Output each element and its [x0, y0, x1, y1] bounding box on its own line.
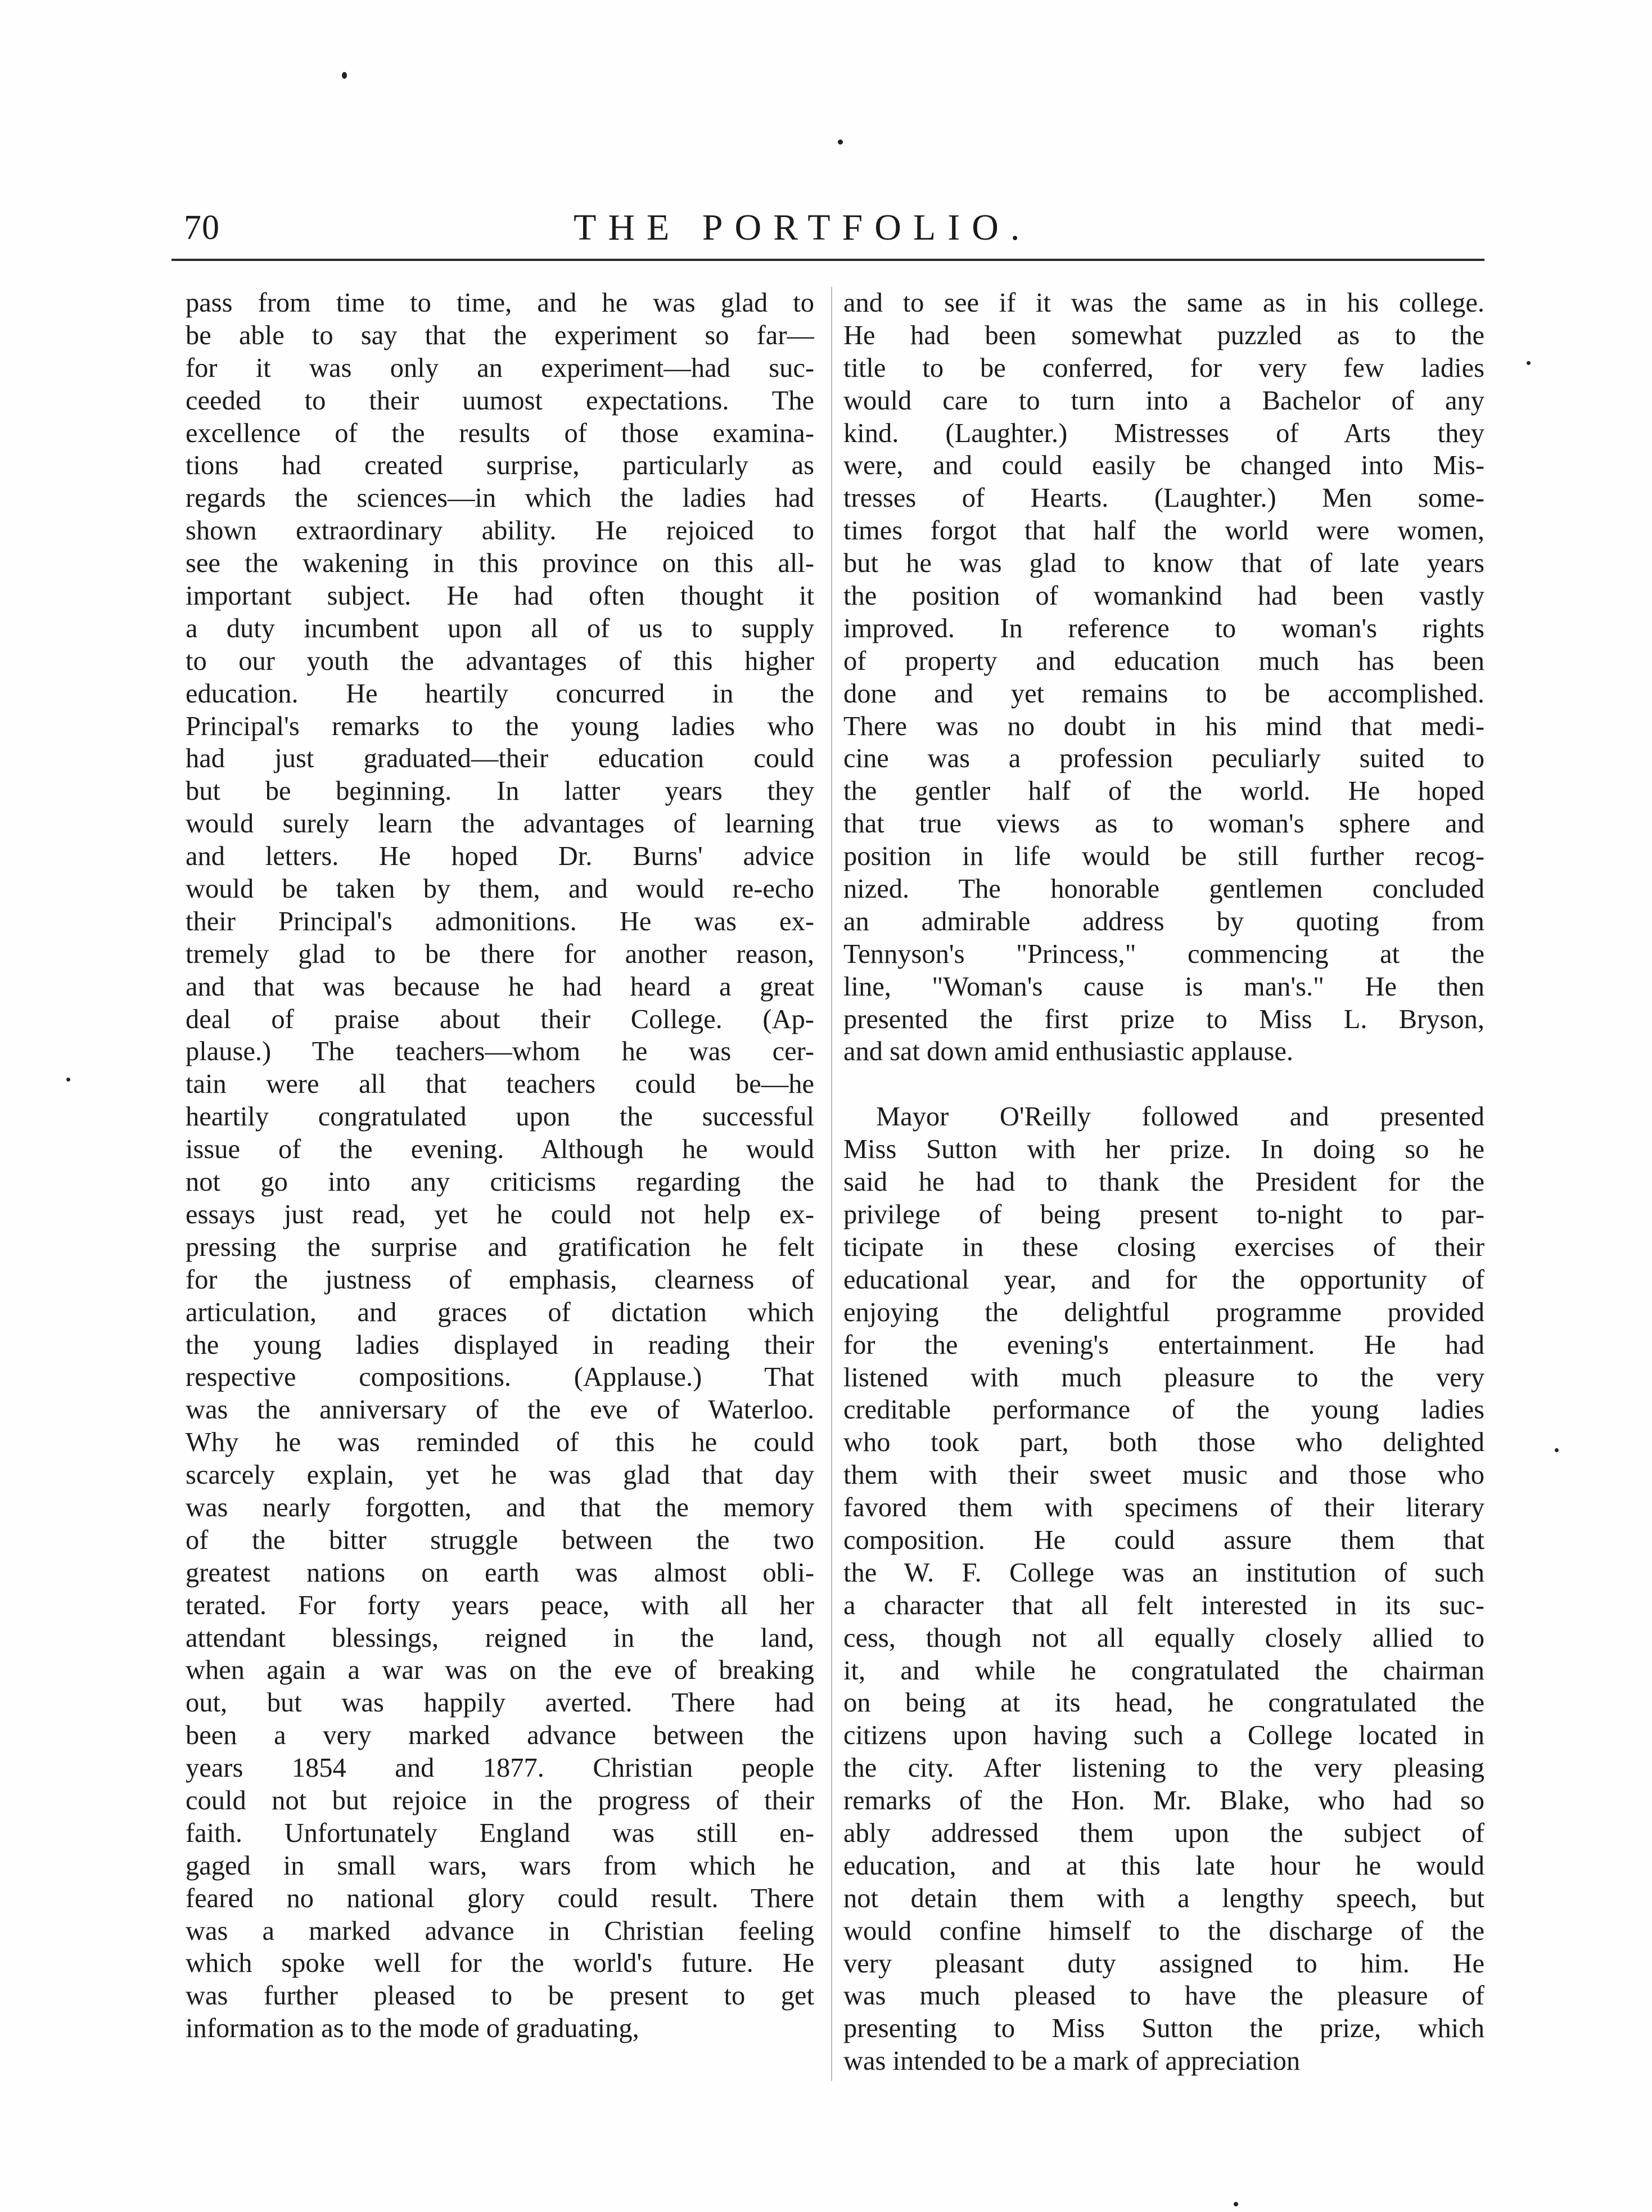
- text-line: tain were all that teachers could be—he: [186, 1069, 814, 1100]
- text-line: pass from time to time, and he was glad to: [186, 288, 814, 318]
- text-line: presented the first prize to Miss L. Bryson,: [843, 1004, 1484, 1034]
- text-line: terated. For forty years peace, with all her: [186, 1590, 814, 1620]
- text-line: them with their sweet music and those who: [843, 1460, 1484, 1490]
- text-line: was nearly forgotten, and that the memory: [186, 1492, 814, 1522]
- text-line: had just graduated—their education could: [186, 744, 814, 774]
- text-line: important subject. He had often thought it: [186, 581, 814, 611]
- text-line: for the justness of emphasis, clearness of: [186, 1264, 814, 1295]
- text-line: Mayor O'Reilly followed and presented: [876, 1102, 1484, 1132]
- text-line: the W. F. College was an institution of such: [843, 1557, 1484, 1588]
- text-line: faith. Unfortunately England was still en-: [186, 1818, 814, 1848]
- text-line: been a very marked advance between the: [186, 1720, 814, 1751]
- text-line: feared no national glory could result. There: [186, 1883, 814, 1913]
- text-line: educational year, and for the opportunity of: [843, 1264, 1484, 1295]
- text-line: respective compositions. (Applause.) That: [186, 1362, 814, 1393]
- header-rule: [171, 259, 1484, 261]
- text-line: presenting to Miss Sutton the prize, which: [843, 2013, 1484, 2044]
- text-line: gaged in small wars, wars from which he: [186, 1850, 814, 1881]
- text-line: was much pleased to have the pleasure of: [843, 1981, 1484, 2011]
- text-line: kind. (Laughter.) Mistresses of Arts they: [843, 418, 1484, 448]
- text-line: out, but was happily averted. There had: [186, 1688, 814, 1718]
- text-line: on being at its head, he congratulated the: [843, 1688, 1484, 1718]
- text-line: and sat down amid enthusiastic applause.: [843, 1037, 1294, 1067]
- left-column: [186, 287, 814, 2109]
- text-line: was intended to be a mark of appreciation: [843, 2046, 1301, 2076]
- text-line: the young ladies displayed in reading their: [186, 1330, 814, 1360]
- text-line: a duty incumbent upon all of us to supply: [186, 613, 814, 643]
- text-line: not go into any criticisms regarding the: [186, 1167, 814, 1197]
- text-line: deal of praise about their College. (Ap-: [186, 1004, 814, 1034]
- text-line: who took part, both those who delighted: [843, 1427, 1484, 1458]
- text-line: tresses of Hearts. (Laughter.) Men some-: [843, 483, 1484, 513]
- text-line: was a marked advance in Christian feeling: [186, 1916, 814, 1946]
- text-line: He had been somewhat puzzled as to the: [843, 320, 1484, 350]
- text-line: very pleasant duty assigned to him. He: [843, 1948, 1484, 1979]
- text-line: but he was glad to know that of late years: [843, 548, 1484, 579]
- scan-speck: [838, 139, 843, 145]
- text-line: greatest nations on earth was almost obli-: [186, 1557, 814, 1588]
- text-line: a character that all felt interested in its suc-: [843, 1590, 1484, 1620]
- text-line: ably addressed them upon the subject of: [843, 1818, 1484, 1848]
- scan-speck: [66, 1078, 70, 1082]
- text-line: was the anniversary of the eve of Waterloo.: [186, 1395, 814, 1425]
- text-line: listened with much pleasure to the very: [843, 1362, 1484, 1393]
- text-line: scarcely explain, yet he was glad that day: [186, 1460, 814, 1490]
- text-line: nized. The honorable gentlemen concluded: [843, 874, 1484, 904]
- text-line: for it was only an experiment—had suc-: [186, 353, 814, 383]
- text-line: the city. After listening to the very pleasing: [843, 1753, 1484, 1783]
- column-divider: [831, 287, 832, 2081]
- text-line: the position of womankind had been vastly: [843, 581, 1484, 611]
- text-line: excellence of the results of those examina-: [186, 418, 814, 448]
- scan-speck: [342, 72, 347, 79]
- text-line: title to be conferred, for very few ladies: [843, 353, 1484, 383]
- text-line: their Principal's admonitions. He was ex-: [186, 906, 814, 936]
- text-line: shown extraordinary ability. He rejoiced to: [186, 516, 814, 546]
- text-line: citizens upon having such a College located in: [843, 1720, 1484, 1751]
- text-line: would surely learn the advantages of learning: [186, 809, 814, 839]
- text-line: improved. In reference to woman's rights: [843, 613, 1484, 643]
- text-line: education, and at this late hour he would: [843, 1850, 1484, 1881]
- text-line: cess, though not all equally closely allied to: [843, 1623, 1484, 1653]
- text-line: remarks of the Hon. Mr. Blake, who had so: [843, 1786, 1484, 1816]
- text-line: of the bitter struggle between the two: [186, 1525, 814, 1555]
- text-line: times forgot that half the world were women,: [843, 516, 1484, 546]
- page-number: 70: [184, 209, 220, 247]
- text-line: essays just read, yet he could not help ex-: [186, 1199, 814, 1229]
- text-line: cine was a profession peculiarly suited to: [843, 744, 1484, 774]
- text-line: articulation, and graces of dictation which: [186, 1297, 814, 1327]
- text-line: could not but rejoice in the progress of their: [186, 1785, 814, 1815]
- text-line: not detain them with a lengthy speech, but: [843, 1883, 1484, 1913]
- text-line: Why he was reminded of this he could: [186, 1427, 814, 1458]
- text-line: done and yet remains to be accomplished.: [843, 678, 1484, 709]
- text-line: said he had to thank the President for the: [843, 1167, 1484, 1197]
- paragraph-mayor-oreilly: [843, 1101, 1484, 2078]
- text-line: when again a war was on the eve of breaking: [186, 1655, 814, 1686]
- text-line: information as to the mode of graduating,: [186, 2013, 639, 2044]
- text-line: tions had created surprise, particularly as: [186, 450, 814, 481]
- text-line: the gentler half of the world. He hoped: [843, 776, 1484, 807]
- text-line: plause.) The teachers—whom he was cer-: [186, 1037, 814, 1067]
- paragraph-gap: [843, 1068, 1484, 1101]
- text-line: issue of the evening. Although he would: [186, 1134, 814, 1165]
- text-line: Miss Sutton with her prize. In doing so he: [843, 1134, 1484, 1165]
- text-line: would confine himself to the discharge of the: [843, 1916, 1484, 1946]
- text-line: but be beginning. In latter years they: [186, 776, 814, 807]
- text-line: years 1854 and 1877. Christian people: [186, 1753, 814, 1783]
- text-line: creditable performance of the young ladies: [843, 1395, 1484, 1425]
- text-line: Principal's remarks to the young ladies who: [186, 711, 814, 741]
- text-line: which spoke well for the world's future. He: [186, 1948, 814, 1979]
- text-line: and to see if it was the same as in his college.: [843, 288, 1484, 318]
- text-line: favored them with specimens of their literary: [843, 1493, 1484, 1523]
- text-line: Tennyson's "Princess," commencing at the: [843, 939, 1484, 969]
- scan-speck: [1555, 1448, 1559, 1452]
- right-column: [843, 287, 1484, 2109]
- page-header: [171, 205, 1487, 256]
- text-line: see the wakening in this province on this all-: [186, 548, 814, 579]
- text-line: regards the sciences—in which the ladies had: [186, 483, 814, 513]
- scan-speck: [1234, 2202, 1238, 2206]
- text-line: and that was because he had heard a great: [186, 971, 814, 1002]
- text-line: position in life would be still further recog-: [843, 841, 1484, 872]
- text-line: heartily congratulated upon the successful: [186, 1102, 814, 1132]
- scan-speck: [1527, 361, 1531, 365]
- text-line: of property and education much has been: [843, 646, 1484, 676]
- text-line: that true views as to woman's sphere and: [843, 809, 1484, 839]
- paragraph-blake-remarks: [843, 287, 1484, 1068]
- text-line: There was no doubt in his mind that medi-: [843, 711, 1484, 741]
- text-line: pressing the surprise and gratification he felt: [186, 1232, 814, 1262]
- running-title: THE PORTFOLIO.: [574, 207, 1032, 248]
- text-line: would care to turn into a Bachelor of any: [843, 385, 1484, 416]
- text-line: to our youth the advantages of this higher: [186, 646, 814, 676]
- text-line: would be taken by them, and would re-echo: [186, 874, 814, 904]
- text-line: an admirable address by quoting from: [843, 906, 1484, 936]
- text-line: was further pleased to be present to get: [186, 1981, 814, 2011]
- text-line: privilege of being present to-night to par-: [843, 1200, 1484, 1230]
- text-line: enjoying the delightful programme provided: [843, 1297, 1484, 1327]
- text-line: ceeded to their uumost expectations. The: [186, 385, 814, 416]
- text-line: line, "Woman's cause is man's." He then: [843, 971, 1484, 1002]
- text-line: attendant blessings, reigned in the land,: [186, 1623, 814, 1653]
- text-line: it, and while he congratulated the chairman: [843, 1655, 1484, 1686]
- text-line: and letters. He hoped Dr. Burns' advice: [186, 841, 814, 872]
- text-line: tremely glad to be there for another reason,: [186, 939, 814, 969]
- text-line: for the evening's entertainment. He had: [843, 1330, 1484, 1360]
- text-line: be able to say that the experiment so far—: [186, 320, 814, 350]
- text-line: education. He heartily concurred in the: [186, 678, 814, 709]
- text-line: were, and could easily be changed into Mis-: [843, 450, 1484, 481]
- text-line: ticipate in these closing exercises of their: [843, 1232, 1484, 1262]
- text-line: composition. He could assure them that: [843, 1525, 1484, 1555]
